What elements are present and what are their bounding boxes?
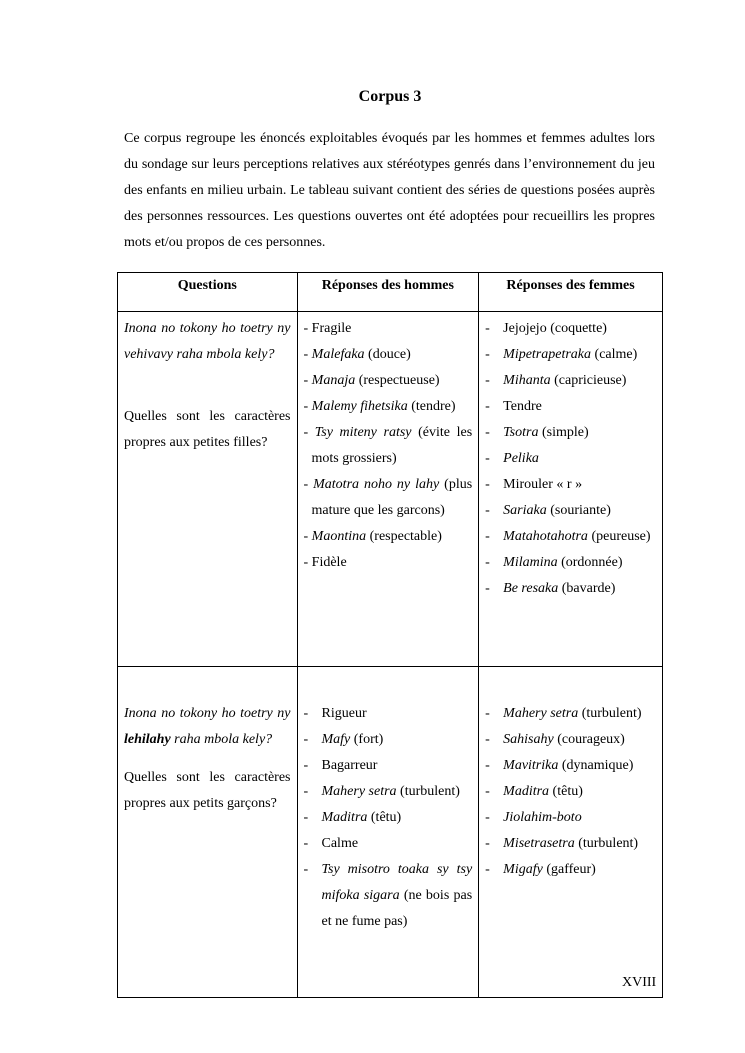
answer-translation: (capricieuse): [550, 373, 627, 388]
answer-term: Malemy fihetsika: [311, 399, 408, 414]
table-row: [118, 312, 663, 667]
list-item: - Sahisahy (courageux): [485, 732, 625, 747]
answer-translation: (ne bois pas et ne fume pas): [321, 888, 473, 929]
list-item: - Tsy misotro toaka sy tsy mifoka sigara (ne bois pas et ne fume pas): [303, 862, 473, 929]
list-item: - Mirouler « r »: [485, 477, 583, 492]
answer-term: Mahery setra: [321, 784, 397, 799]
women-answer-list: [485, 316, 656, 602]
answer-translation: (gaffeur): [542, 862, 596, 877]
answer-translation: Jejojejo (coquette): [503, 321, 607, 336]
answer-translation: (évite les mots grossiers): [311, 425, 473, 466]
answer-translation: (fort): [350, 732, 384, 747]
answer-translation: Rigueur: [321, 706, 367, 721]
list-item: - Jiolahim-boto: [485, 810, 582, 825]
women-answer-list: [485, 701, 656, 883]
answer-translation: (tendre): [407, 399, 456, 414]
men-answers-cell: [297, 312, 479, 667]
answer-term: Tsotra: [503, 425, 539, 440]
list-item: - Jejojejo (coquette): [485, 321, 607, 336]
list-item: - Maditra (têtu): [303, 810, 402, 825]
list-item: - Malemy fihetsika (tendre): [303, 399, 456, 414]
answer-term: Jiolahim-boto: [503, 810, 582, 825]
answer-translation: (bavarde): [558, 581, 616, 596]
answer-translation: (ordonnée): [557, 555, 623, 570]
list-item: - Rigueur: [303, 706, 367, 721]
answer-term: Mipetrapetraka: [503, 347, 592, 362]
list-item: - Malefaka (douce): [303, 347, 411, 362]
list-item: - Tendre: [485, 399, 542, 414]
answer-translation: Tendre: [503, 399, 542, 414]
header-women: Réponses des femmes: [479, 273, 663, 312]
answer-translation: (simple): [538, 425, 589, 440]
question-french: Quelles sont les caractères propres aux petits garçons?: [124, 770, 291, 811]
answer-translation: (souriante): [546, 503, 611, 518]
answer-translation: Fidèle: [311, 555, 347, 570]
answer-translation: Bagarreur: [321, 758, 378, 773]
answer-term: Sahisahy: [503, 732, 554, 747]
list-item: - Mafy (fort): [303, 732, 384, 747]
corpus-table: [117, 272, 663, 998]
answer-term: Maditra: [503, 784, 550, 799]
answer-term: Matotra noho ny lahy: [313, 477, 440, 492]
answer-translation: (peureuse): [587, 529, 651, 544]
list-item: - Migafy (gaffeur): [485, 862, 596, 877]
answer-translation: (douce): [364, 347, 411, 362]
women-answers-cell: [479, 667, 663, 998]
answer-term: Mahery setra: [503, 706, 579, 721]
answer-translation: Fragile: [311, 321, 352, 336]
list-item: - Calme: [303, 836, 359, 851]
question-malagasy: Inona no tokony ho toetry ny vehivavy raha mbola kely?: [124, 321, 291, 362]
list-item: - Be resaka (bavarde): [485, 581, 616, 596]
list-item: - Tsy miteny ratsy (évite les mots grossiers): [303, 425, 473, 466]
list-item: - Milamina (ordonnée): [485, 555, 623, 570]
answer-translation: (respectable): [366, 529, 442, 544]
list-item: - Matahotahotra (peureuse): [485, 529, 651, 544]
answer-term: Manaja: [311, 373, 356, 388]
answer-translation: (turbulent): [396, 784, 460, 799]
list-item: - Mavitrika (dynamique): [485, 758, 634, 773]
answer-translation: Mirouler « r »: [503, 477, 583, 492]
list-item: - Manaja (respectueuse): [303, 373, 440, 388]
table-header-row: [118, 273, 663, 312]
answer-term: Pelika: [503, 451, 539, 466]
answer-term: Be resaka: [503, 581, 559, 596]
list-item: - Mahery setra (turbulent): [303, 784, 460, 799]
question-text: Inona no tokony ho toetry ny: [124, 706, 291, 721]
list-item: - Matotra noho ny lahy (plus mature que les garcons): [303, 477, 473, 518]
list-item: - Tsotra (simple): [485, 425, 589, 440]
answer-term: Mavitrika: [503, 758, 559, 773]
table-row: [118, 667, 663, 998]
list-item: - Fidèle: [303, 555, 347, 570]
list-item: - Misetrasetra (turbulent): [485, 836, 639, 851]
answer-translation: (turbulent): [574, 836, 639, 851]
answer-term: Matahotahotra: [503, 529, 588, 544]
answer-term: Maontina: [311, 529, 367, 544]
answer-term: Sariaka: [503, 503, 547, 518]
intro-paragraph: Ce corpus regroupe les énoncés exploitables évoqués par les hommes et femmes adultes lors du sondage sur leurs perceptions relatives aux stéréotypes genrés dans l’environnement du jeu des enfants en milieu urbain. Le tableau suivant contient des séries de questions posées auprès des personnes ressources. Les questions ouvertes ont été adoptées pour recueillirs les propres mots et/ou propos de ces personnes.: [124, 131, 655, 250]
list-item: - Maontina (respectable): [303, 529, 442, 544]
question-cell: [118, 667, 298, 998]
list-item: - Maditra (têtu): [485, 784, 583, 799]
answer-term: Milamina: [503, 555, 558, 570]
list-item: - Mihanta (capricieuse): [485, 373, 627, 388]
answer-term: Mihanta: [503, 373, 551, 388]
question-text: raha mbola kely?: [170, 732, 273, 747]
header-questions: Questions: [118, 273, 298, 312]
question-emphasis: lehilahy: [124, 732, 171, 747]
men-answer-list: [304, 316, 473, 576]
list-item: - Pelika: [485, 451, 539, 466]
page-title: Corpus 3: [358, 88, 422, 105]
list-item: - Mipetrapetraka (calme): [485, 347, 638, 362]
question-malagasy: [124, 701, 291, 753]
list-item: - Sariaka (souriante): [485, 503, 611, 518]
answer-term: Tsy misotro toaka sy tsy mifoka sigara: [321, 862, 473, 903]
list-item: - Mahery setra (turbulent): [485, 706, 642, 721]
men-answer-list: [304, 701, 473, 935]
answer-term: Tsy miteny ratsy: [314, 425, 412, 440]
answer-translation: (turbulent): [578, 706, 642, 721]
answer-term: Mafy: [321, 732, 351, 747]
answer-term: Maditra: [321, 810, 368, 825]
list-item: - Bagarreur: [303, 758, 378, 773]
answer-translation: (têtu): [549, 784, 583, 799]
page-number: XVIII: [622, 975, 657, 990]
answer-translation: (têtu): [367, 810, 402, 825]
answer-term: Misetrasetra: [503, 836, 575, 851]
answer-translation: (dynamique): [558, 758, 634, 773]
answer-translation: (courageux): [553, 732, 625, 747]
women-answers-cell: [479, 312, 663, 667]
answer-translation: (respectueuse): [355, 373, 440, 388]
men-answers-cell: [297, 667, 479, 998]
question-french: Quelles sont les caractères propres aux petites filles?: [124, 409, 291, 450]
question-cell: [118, 312, 298, 667]
answer-translation: (plus mature que les garcons): [311, 477, 473, 518]
answer-term: Migafy: [503, 862, 543, 877]
answer-translation: (calme): [591, 347, 638, 362]
list-item: - Fragile: [303, 321, 352, 336]
answer-translation: Calme: [321, 836, 359, 851]
answer-term: Malefaka: [311, 347, 365, 362]
header-men: Réponses des hommes: [297, 273, 479, 312]
